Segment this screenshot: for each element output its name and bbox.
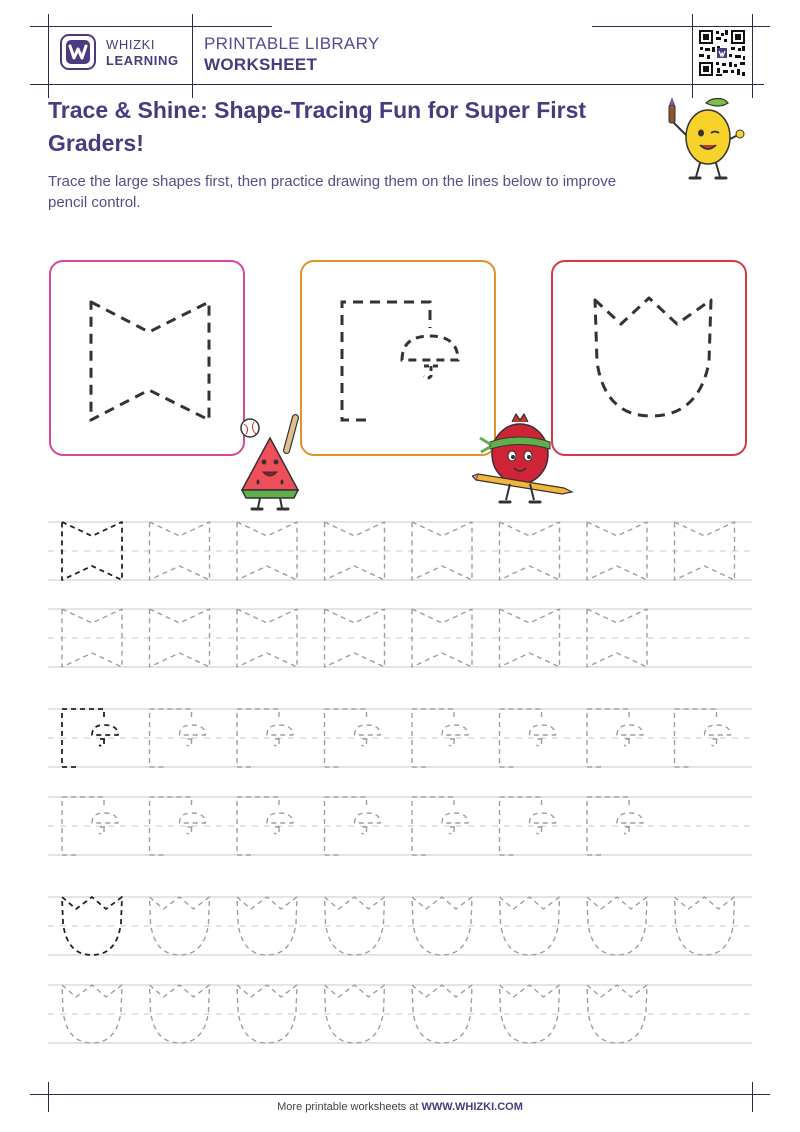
brand-line-1: WHIZKI [106, 37, 156, 52]
footer [0, 1101, 800, 1113]
brand-line-2: LEARNING [106, 53, 179, 68]
practice-row [48, 985, 752, 1043]
worksheet-title: Trace & Shine: Shape-Tracing Fun for Super First Graders! [48, 97, 587, 156]
footer-text: More printable worksheets at [277, 1101, 422, 1113]
practice-row [48, 609, 752, 667]
practice-row [48, 522, 752, 580]
footer-link[interactable]: WWW.WHIZKI.COM [421, 1101, 523, 1113]
practice-row [48, 897, 752, 955]
practice-row [48, 797, 752, 855]
library-line-1: PRINTABLE LIBRARY [204, 34, 380, 53]
library-line-2: WORKSHEET [204, 55, 318, 74]
practice-row [48, 709, 752, 767]
worksheet-instructions: Trace the large shapes first, then practice drawing them on the lines below to improve pencil control. [48, 173, 617, 211]
